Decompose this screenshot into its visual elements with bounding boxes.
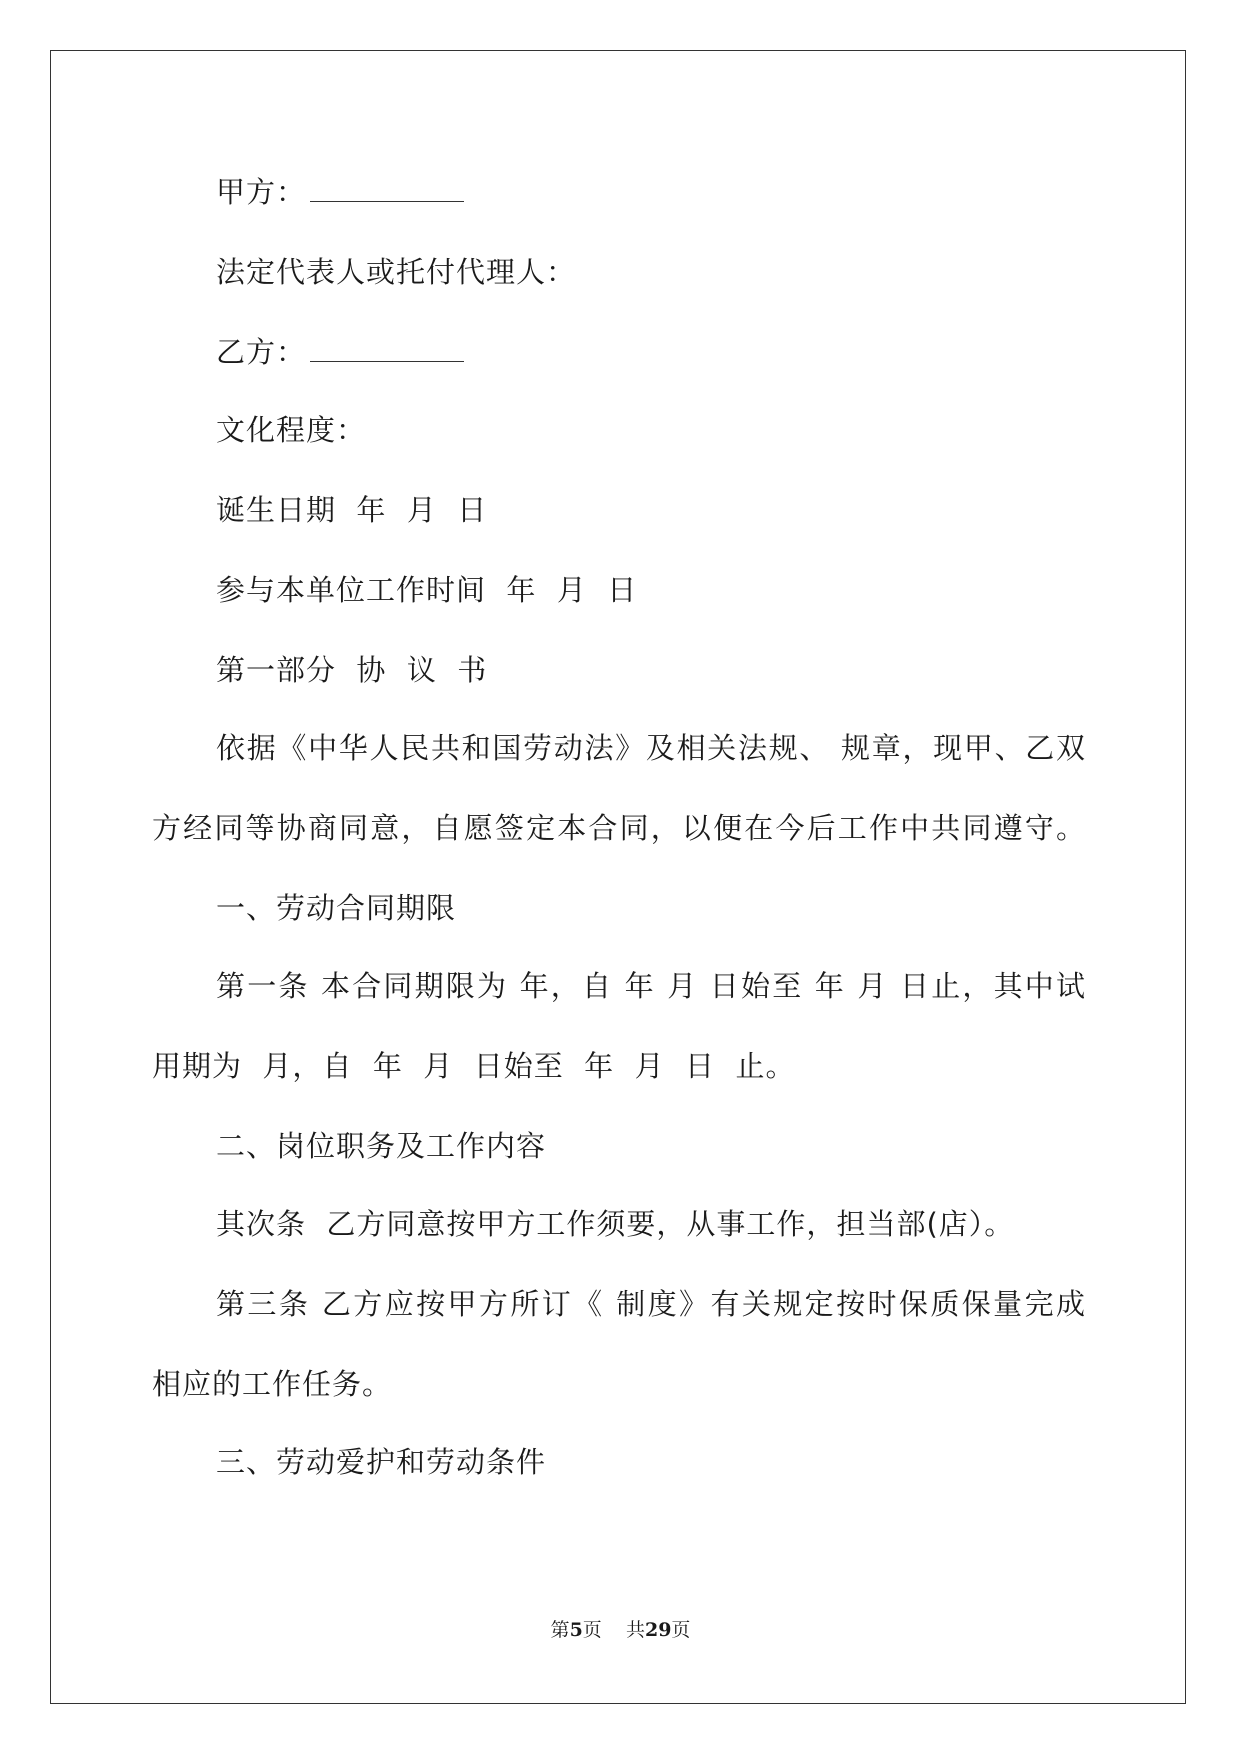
party-b-line: [216, 332, 464, 372]
start-work-date-line: 参与本单位工作时间 年 月 日: [216, 573, 638, 607]
legal-representative-line: 法定代表人或托付代理人：: [216, 255, 577, 289]
party-a-label: 甲方：: [216, 175, 307, 209]
article-one-line-1: 第一条 本合同期限为 年，自 年 月 日始至 年 月 日止，其中试: [216, 969, 1086, 1003]
footer-prefix: 第: [550, 1619, 570, 1641]
section-one-heading: 一、劳动合同期限: [216, 891, 457, 925]
footer-middle: 页 共: [582, 1619, 645, 1641]
footer-total-pages: 29: [644, 1619, 672, 1641]
footer-suffix: 页: [671, 1619, 691, 1641]
page-footer: [0, 1618, 1241, 1642]
party-a-blank: [310, 173, 464, 202]
section-three-heading: 三、劳动爱护和劳动条件: [216, 1445, 547, 1479]
part-one-heading: 第一部分 协 议 书: [216, 653, 488, 687]
preamble-line-1: 依据《中华人民共和国劳动法》及相关法规、 规章，现甲、乙双: [216, 731, 1086, 765]
party-b-label: 乙方：: [216, 335, 307, 369]
party-a-line: [216, 172, 464, 212]
article-three-line-2: 相应的工作任务。: [152, 1367, 393, 1401]
party-b-blank: [310, 333, 464, 362]
birth-date-line: 诞生日期 年 月 日: [216, 493, 488, 527]
footer-page-number: 5: [569, 1619, 583, 1641]
article-three-line-1: 第三条 乙方应按甲方所订《 制度》有关规定按时保质保量完成: [216, 1287, 1086, 1321]
article-one-line-2: 用期为 月，自 年 月 日始至 年 月 日 止。: [152, 1049, 796, 1083]
article-two-line: 其次条 乙方同意按甲方工作须要，从事工作，担当部(店）。: [216, 1207, 1015, 1241]
preamble-line-2: 方经同等协商同意，自愿签定本合同，以便在今后工作中共同遵守。: [152, 811, 1086, 845]
education-line: 文化程度：: [216, 413, 367, 447]
section-two-heading: 二、岗位职务及工作内容: [216, 1129, 547, 1163]
